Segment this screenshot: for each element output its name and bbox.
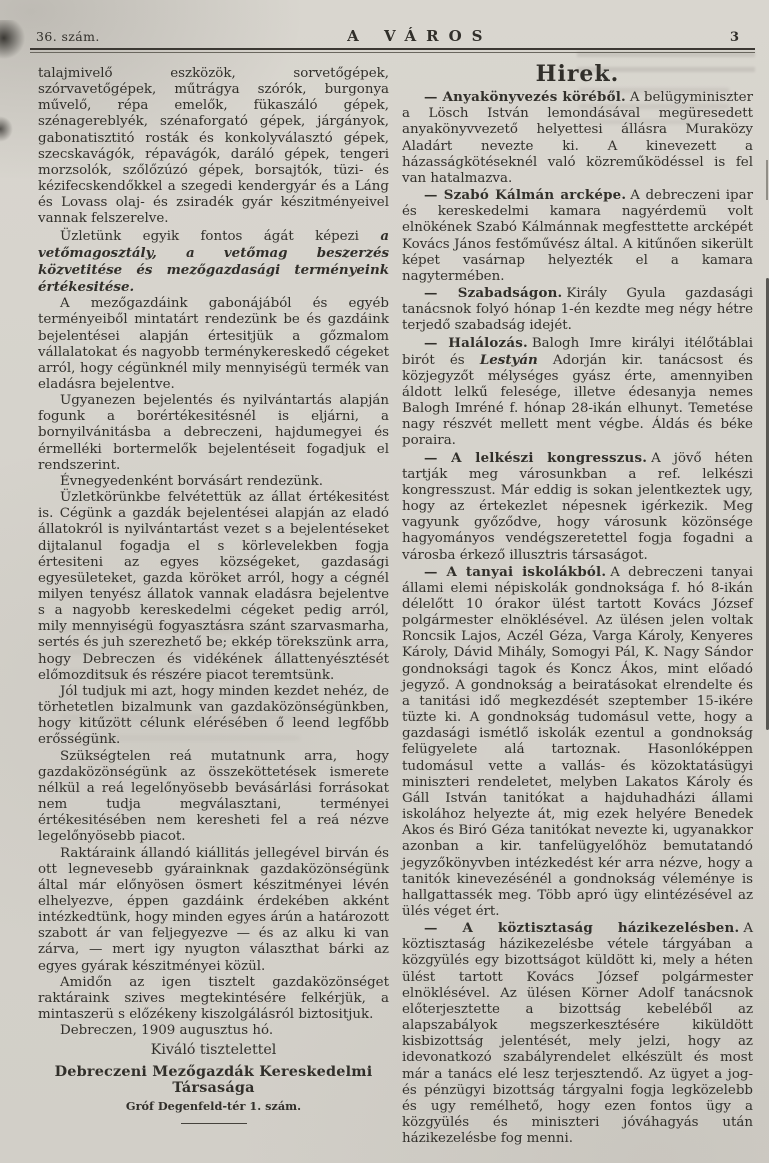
news-item-body: A jövő héten tartják meg városunkban a ref. lelkészi kongresszust. Már eddig is sokan jelentkeztek ugy, hogy az értekezlet népesnek igérkezik. Meg vagyunk győződve, hogy városunk közönsége hagyományos vendégszeretettel fogja fogadni a városba érkező illusztris társaságot. [402,450,753,563]
news-item [402,89,753,187]
news-item-body: A debreczeni tanyai állami elemi népiskolák gondnoksága f. hó 8-ikán délelőtt 10 órakor ülést tartott Kovács József polgármester elnöklésével. Az ülésen jelen voltak Roncsik Lajos, Aczél Géza, Varga Károly, Kenyeres Károly, Dávid Mihály, Somogyi Pál, K. Nagy Sándor gondnoksági tagok és Koncz Ákos, mint előadó jegyző. A gondnokság a beiratásokat elrendelte és a tanitási idő megkezdését szeptember 15-ikére tüzte ki. A gondnokság tudomásul vette, hogy a gazdasági ismétlő iskolák ezentul a gondnokság felügyelete alá tartoznak. Hasonlóképpen tudomásul vette a vallás- és közoktatásügyi miniszteri rendeletet, melyben Lakatos Károly és Gáll István tanitókat a hajduhadházi állami iskolához helyezte át, mig ezek helyére Benedek Akos és Biró Géza tanitókat nevezte ki, ugyanakkor azonban a kir. tanfelügyelőhöz bemutatandó jegyzőkönyvben intézkedést kér arra nézve, hogy a tanitók kinevezésénél a gondnokság véleménye is hallgattassék meg. Több apró ügy elintézésével az ülés véget ért. [402,564,753,919]
news-item-lead: — A lelkészi kongresszus. [424,449,648,466]
date-line: Debreczen, 1909 augusztus hó. [60,1023,274,1039]
paragraph: Jól tudjuk mi azt, hogy minden kezdet nehéz, de törhetetlen bizalmunk van gazdaközönségünkben, hogy kitűzött célunk elérésében ő leend legfőbb erősségünk. [38,683,389,748]
masthead [0,0,769,48]
news-item-body: A belügyminiszter a Lösch István lemondásával megüresedett anyakönyvvezető helyettesi állásra Muraközy Aladárt nevezte ki. A kinevezett a házasságkötéseknél való közreműködéssel is fel van hatalmazva. [402,90,753,186]
news-item [402,285,753,334]
paragraph: Ugyanezen bejelentés és nyilvántartás alapján fogunk a borértékesitésnél is eljárni, a bornyilvánitásba a debreczeni, hajdumegyei és érmelléki bortermelők bejelentéseit fogadjuk el rendszerint. [38,393,389,473]
news-item [402,335,753,450]
address-line: Gróf Degenfeld-tér 1. szám. [125,1098,302,1113]
page-number: 3 [729,30,739,45]
news-item [402,564,753,920]
news-item-lead: — A köztisztaság házikezelésben. [424,920,740,937]
news-item-lead: — Szabó Kálmán arcképe. [424,187,627,204]
column-layout [0,53,769,1161]
news-item-lead: — A tanyai iskolákból. [424,563,607,580]
news-item-body: Balogh Imre királyi itélőtáblai birót és [402,335,753,368]
paragraph-text: Üzletünk egyik fontos ágát képezi [60,228,381,244]
paragraph: Amidőn az igen tisztelt gazdaközönséget raktáraink szives megtekintésére felkérjük, a mintaszerü s előzékeny kiszolgálásról biztositjuk. [38,974,389,1023]
news-item-body: Adorján kir. tanácsost és közjegyzőt mélységes gyász érte, amennyiben áldott lelkű felesége, illetve édesanyja nemes Balogh Imréné f. hónap 28-ikán elhunyt. Temetése nagy részvét mellett ment végbe. Áldás és béke poraira. [402,352,753,449]
news-item-body: Király Gyula gazdasági tanácsnok folyó hónap 1-én kezdte meg négy hétre terjedő szabadság idejét. [402,286,753,334]
news-item-emphasis: Lestyán [479,351,538,368]
paragraph: Évnegyedenként borvásárt rendezünk. [60,473,323,489]
left-column [38,66,389,1113]
paragraph: Raktáraink állandó kiállitás jellegével birván és ott legnevesebb gyárainknak gazdaközönségünk által már előnyösen ösmert készitményei lévén elhelyezve, éppen gazdáink érdekében akként intézkedtünk, hogy minden egyes árún a határozott szabott ár van feljegyezve — és az alku ki van zárva, — mert igy nyugton választhat bárki az egyes gyárak készitményei közül. [38,845,389,974]
paragraph: talajmivelő eszközök, sorvetőgépek, szórvavetőgépek, műtrágya szórók, burgonya művelő, répa emelők, fükaszáló gépek, szénagereblyék, szénaforgató gépek, járgányok, gabonatisztitó rosták és konkolyválasztó gépek, szecskavágók, répavágók, daráló gépek, tengeri morzsolók, szőlőzúzó gépek, borsajtók, tüzi- és kézifecskendőkkel a szegedi kendergyár és a Láng és Lovass olaj- és zsiradék gyár készitményeivel vannak felszerelve. [38,66,389,227]
paragraph: Üzletkörünkbe felvétettük az állat értékesitést is. Cégünk a gazdák bejelentései alapján az eladó állatokról is nyilvántartást vezet s a bejelentéseket dijtalanul fogadja el s körlevelekben fogja értesiteni az egyes községeket, gazdasági egyesületeket, gazda köröket arról, hogy a cégnél milyen tenyész állatok vannak eladásra bejelentve s a nagyobb kereskedelmi cégeket pedig arról, mily mennyiségü fogyasztásra szánt szarvasmarha, sertés és juh szerezhető be; ekkép törekszünk arra, hogy Debreczen és vidékének állattenyésztését előmozditsuk és részére piacot teremtsünk. [38,490,389,683]
news-item-body: A debreczeni ipar és kereskedelmi kamara nagyérdemü volt elnökének Szabó Kálmánnak megfesttette arcképét Kovács János festőművész által. A kitűnően sikerült képet vasárnap helyezték el a kamara nagytermében. [402,188,753,284]
news-item-lead: — Szabadságon. [424,285,563,302]
news-item [402,920,753,1147]
signature: Debreczeni Mezőgazdák Kereskedelmi Társasága [54,1062,373,1096]
page-title: A VÁROS [347,27,493,45]
paragraph: Szükségtelen reá mutatnunk arra, hogy gazdaközönségünk az összeköttetések ismerete nélkül a reá legelőnyösebb bevásárlási forrásokat nem tudja megválasztani, terményei értékesitésében nem keresheti fel a reá nézve legelőnyösebb piacot. [38,748,389,845]
news-item [402,450,753,564]
paragraph: A mezőgazdáink gabonájából és egyéb terményeiből mintatárt rendezünk be és gazdáink bejelentései alapján értesitjük a gőzmalom vállalatokat és nagyobb terménykereskedő cégeket arról, hogy cégünknél mily mennyiségü termék van eladásra bejelentve. [38,296,389,392]
paragraph [38,228,389,297]
news-item-body: A köztisztaság házikezelésbe vétele tárgyában a közgyülés egy bizottságot küldött ki, mely a héten ülést tartott Kovács József polgármester elnöklésével. Az ülésen Körner Adolf tanácsnok előterjesztette a bizottság kebeléből az alapszabályok megszerkesztésére kiküldött kisbizottság jelentését, mely jelzi, hogy az idevonatkozó szabályrendelet elkészült és most már a tanács elé lesz terjesztendő. Az ügyet a jog- és pénzügyi bizottság tárgyalni fogja legközelebb és ugy remélhető, hogy ezen fontos ügy a közgyülés és miniszteri jóváhagyás után házikezelésbe fog menni. [402,921,753,1147]
closing-salutation: Kiváló tisztelettel [150,1042,277,1059]
issue-number: 36. szám. [36,29,100,44]
news-item-lead: — Halálozás. [424,334,528,351]
news-item-lead: — Anyakönyvezés köréből. [424,89,626,106]
paragraph-emphasis: a vetőmagosztály, a vetőmag beszerzés közvetitése és mezőgazdasági terményeink értékesitése. [38,227,389,296]
news-section-heading: Hirek. [535,61,620,87]
right-column [402,61,753,1161]
section-divider [181,1123,247,1124]
news-item [402,187,753,285]
